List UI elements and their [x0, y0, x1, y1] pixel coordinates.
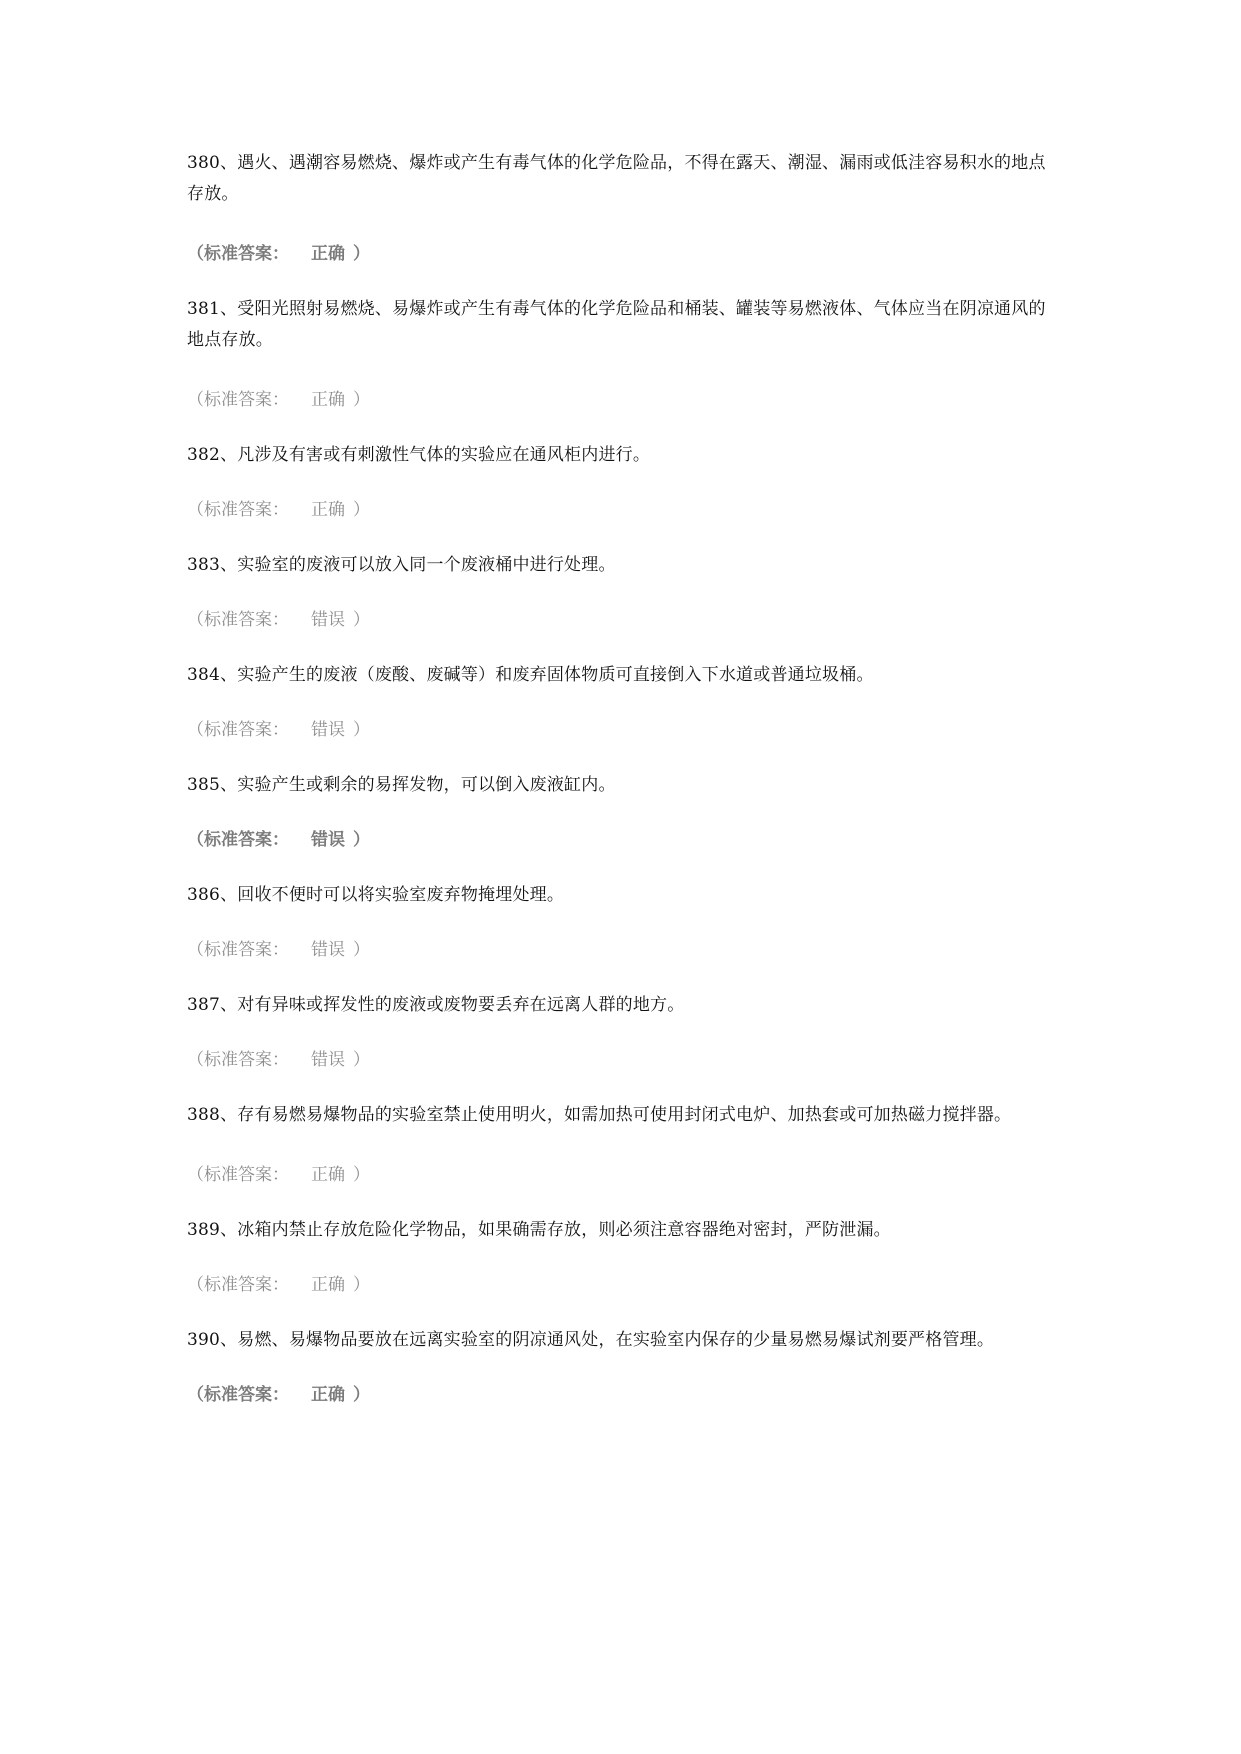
- question-385: [187, 770, 1057, 856]
- question-384: [187, 660, 1057, 746]
- answer-value: 错误: [311, 720, 345, 740]
- answer-value: 错误: [311, 610, 345, 630]
- question-text: 390、易燃、易爆物品要放在远离实验室的阴凉通风处，在实验室内保存的少量易燃易爆试剂要严格管理。: [187, 1330, 995, 1350]
- answer-value: 错误: [311, 940, 345, 960]
- question-388: [187, 1100, 1057, 1191]
- question-text: 388、存有易燃易爆物品的实验室禁止使用明火，如需加热可使用封闭式电炉、加热套或可加热磁力搅拌器。: [187, 1105, 1012, 1125]
- question-381: [187, 294, 1057, 416]
- question-382: [187, 440, 1057, 526]
- answer-value: 正确: [311, 1165, 345, 1185]
- question-text: 385、实验产生或剩余的易挥发物，可以倒入废液缸内。: [187, 775, 616, 795]
- answer-line: （标准答案： 正确 ）: [187, 500, 370, 520]
- answer-line: （标准答案： 正确 ）: [187, 1165, 370, 1185]
- answer-line: （标准答案： 正确 ）: [187, 244, 370, 264]
- answer-line: （标准答案： 错误 ）: [187, 720, 370, 740]
- answer-line: （标准答案： 正确 ）: [187, 390, 370, 410]
- question-389: [187, 1215, 1057, 1301]
- question-text: 383、实验室的废液可以放入同一个废液桶中进行处理。: [187, 555, 616, 575]
- answer-line: （标准答案： 错误 ）: [187, 1050, 370, 1070]
- answer-line: （标准答案： 错误 ）: [187, 940, 370, 960]
- answer-value: 错误: [311, 1050, 345, 1070]
- answer-value: 正确: [311, 390, 345, 410]
- question-text: 389、冰箱内禁止存放危险化学物品，如果确需存放，则必须注意容器绝对密封，严防泄漏。: [187, 1220, 891, 1240]
- question-text: 381、受阳光照射易燃烧、易爆炸或产生有毒气体的化学危险品和桶装、罐装等易燃液体、气体应当在阴凉通风的地点存放。: [187, 299, 1046, 350]
- answer-line: （标准答案： 正确 ）: [187, 1275, 370, 1295]
- question-text: 386、回收不便时可以将实验室废弃物掩埋处理。: [187, 885, 565, 905]
- question-383: [187, 550, 1057, 636]
- answer-value: 错误: [311, 830, 345, 850]
- answer-line: （标准答案： 正确 ）: [187, 1385, 370, 1405]
- answer-value: 正确: [311, 244, 345, 264]
- question-380: [187, 148, 1057, 270]
- question-386: [187, 880, 1057, 966]
- question-390: [187, 1325, 1057, 1411]
- question-text: 380、遇火、遇潮容易燃烧、爆炸或产生有毒气体的化学危险品，不得在露天、潮湿、漏雨或低洼容易积水的地点存放。: [187, 153, 1046, 204]
- question-text: 387、对有异味或挥发性的废液或废物要丢弃在远离人群的地方。: [187, 995, 685, 1015]
- answer-line: （标准答案： 错误 ）: [187, 610, 370, 630]
- question-387: [187, 990, 1057, 1076]
- document-page: [187, 148, 1057, 1411]
- question-text: 384、实验产生的废液（废酸、废碱等）和废弃固体物质可直接倒入下水道或普通垃圾桶。: [187, 665, 874, 685]
- answer-value: 正确: [311, 1385, 345, 1405]
- question-text: 382、凡涉及有害或有刺激性气体的实验应在通风柜内进行。: [187, 445, 651, 465]
- answer-line: （标准答案： 错误 ）: [187, 830, 370, 850]
- answer-value: 正确: [311, 500, 345, 520]
- answer-value: 正确: [311, 1275, 345, 1295]
